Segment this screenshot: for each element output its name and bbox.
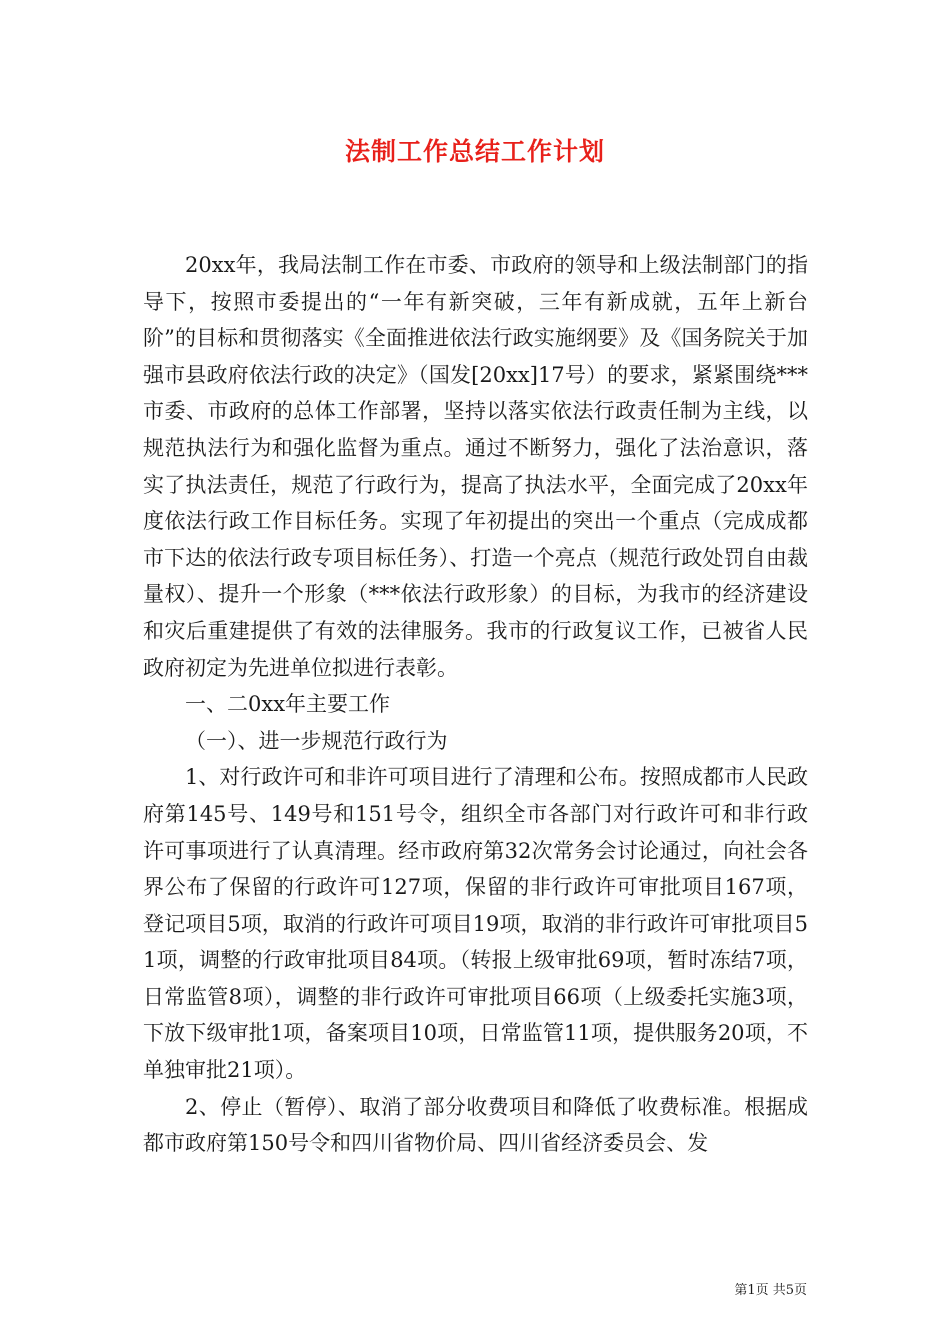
document-body (143, 247, 808, 1162)
page-number: 第1页 共5页 (734, 1283, 807, 1298)
section-heading: 一、二0xx年主要工作 (185, 692, 391, 717)
document-title: 法制工作总结工作计划 (344, 137, 605, 166)
paragraph-item-1: 1、对行政许可和非许可项目进行了清理和公布。按照成都市人民政府第145号、149号和151号令，组织全市各部门对行政许可和非行政许可事项进行了认真清理。经市政府第32次常务会讨论通过，向社会各界公布了保留的行政许可127项，保留的非行政许可审批项目167项，登记项目5项，取消的行政许可项目19项，取消的非行政许可审批项目51项，调整的行政审批项目84项。（转报上级审批69项，暂时冻结7项，日常监管8项），调整的非行政许可审批项目66项（上级委托实施3项，下放下级审批1项，备案项目10项，日常监管11项，提供服务20项，不单独审批21项）。 (143, 765, 808, 1083)
paragraph-intro: 20xx年，我局法制工作在市委、市政府的领导和上级法制部门的指导下，按照市委提出的“一年有新突破，三年有新成就，五年上新台阶”的目标和贯彻落实《全面推进依法行政实施纲要》及《国务院关于加强市县政府依法行政的决定》（国发[20xx]17号）的要求，紧紧围绕***市委、市政府的总体工作部署，坚持以落实依法行政责任制为主线，以规范执法行为和强化监督为重点。通过不断努力，强化了法治意识，落实了执法责任，规范了行政行为，提高了执法水平，全面完成了20xx年度依法行政工作目标任务。实现了年初提出的突出一个重点（完成成都市下达的依法行政专项目标任务）、打造一个亮点（规范行政处罚自由裁量权）、提升一个形象（***依法行政形象）的目标，为我市的经济建设和灾后重建提供了有效的法律服务。我市的行政复议工作，已被省人民政府初定为先进单位拟进行表彰。 (143, 253, 808, 680)
paragraph-item-2: 2、停止（暂停）、取消了部分收费项目和降低了收费标准。根据成都市政府第150号令和四川省物价局、四川省经济委员会、发 (143, 1094, 808, 1156)
subsection-heading: （一）、进一步规范行政行为 (185, 728, 448, 753)
